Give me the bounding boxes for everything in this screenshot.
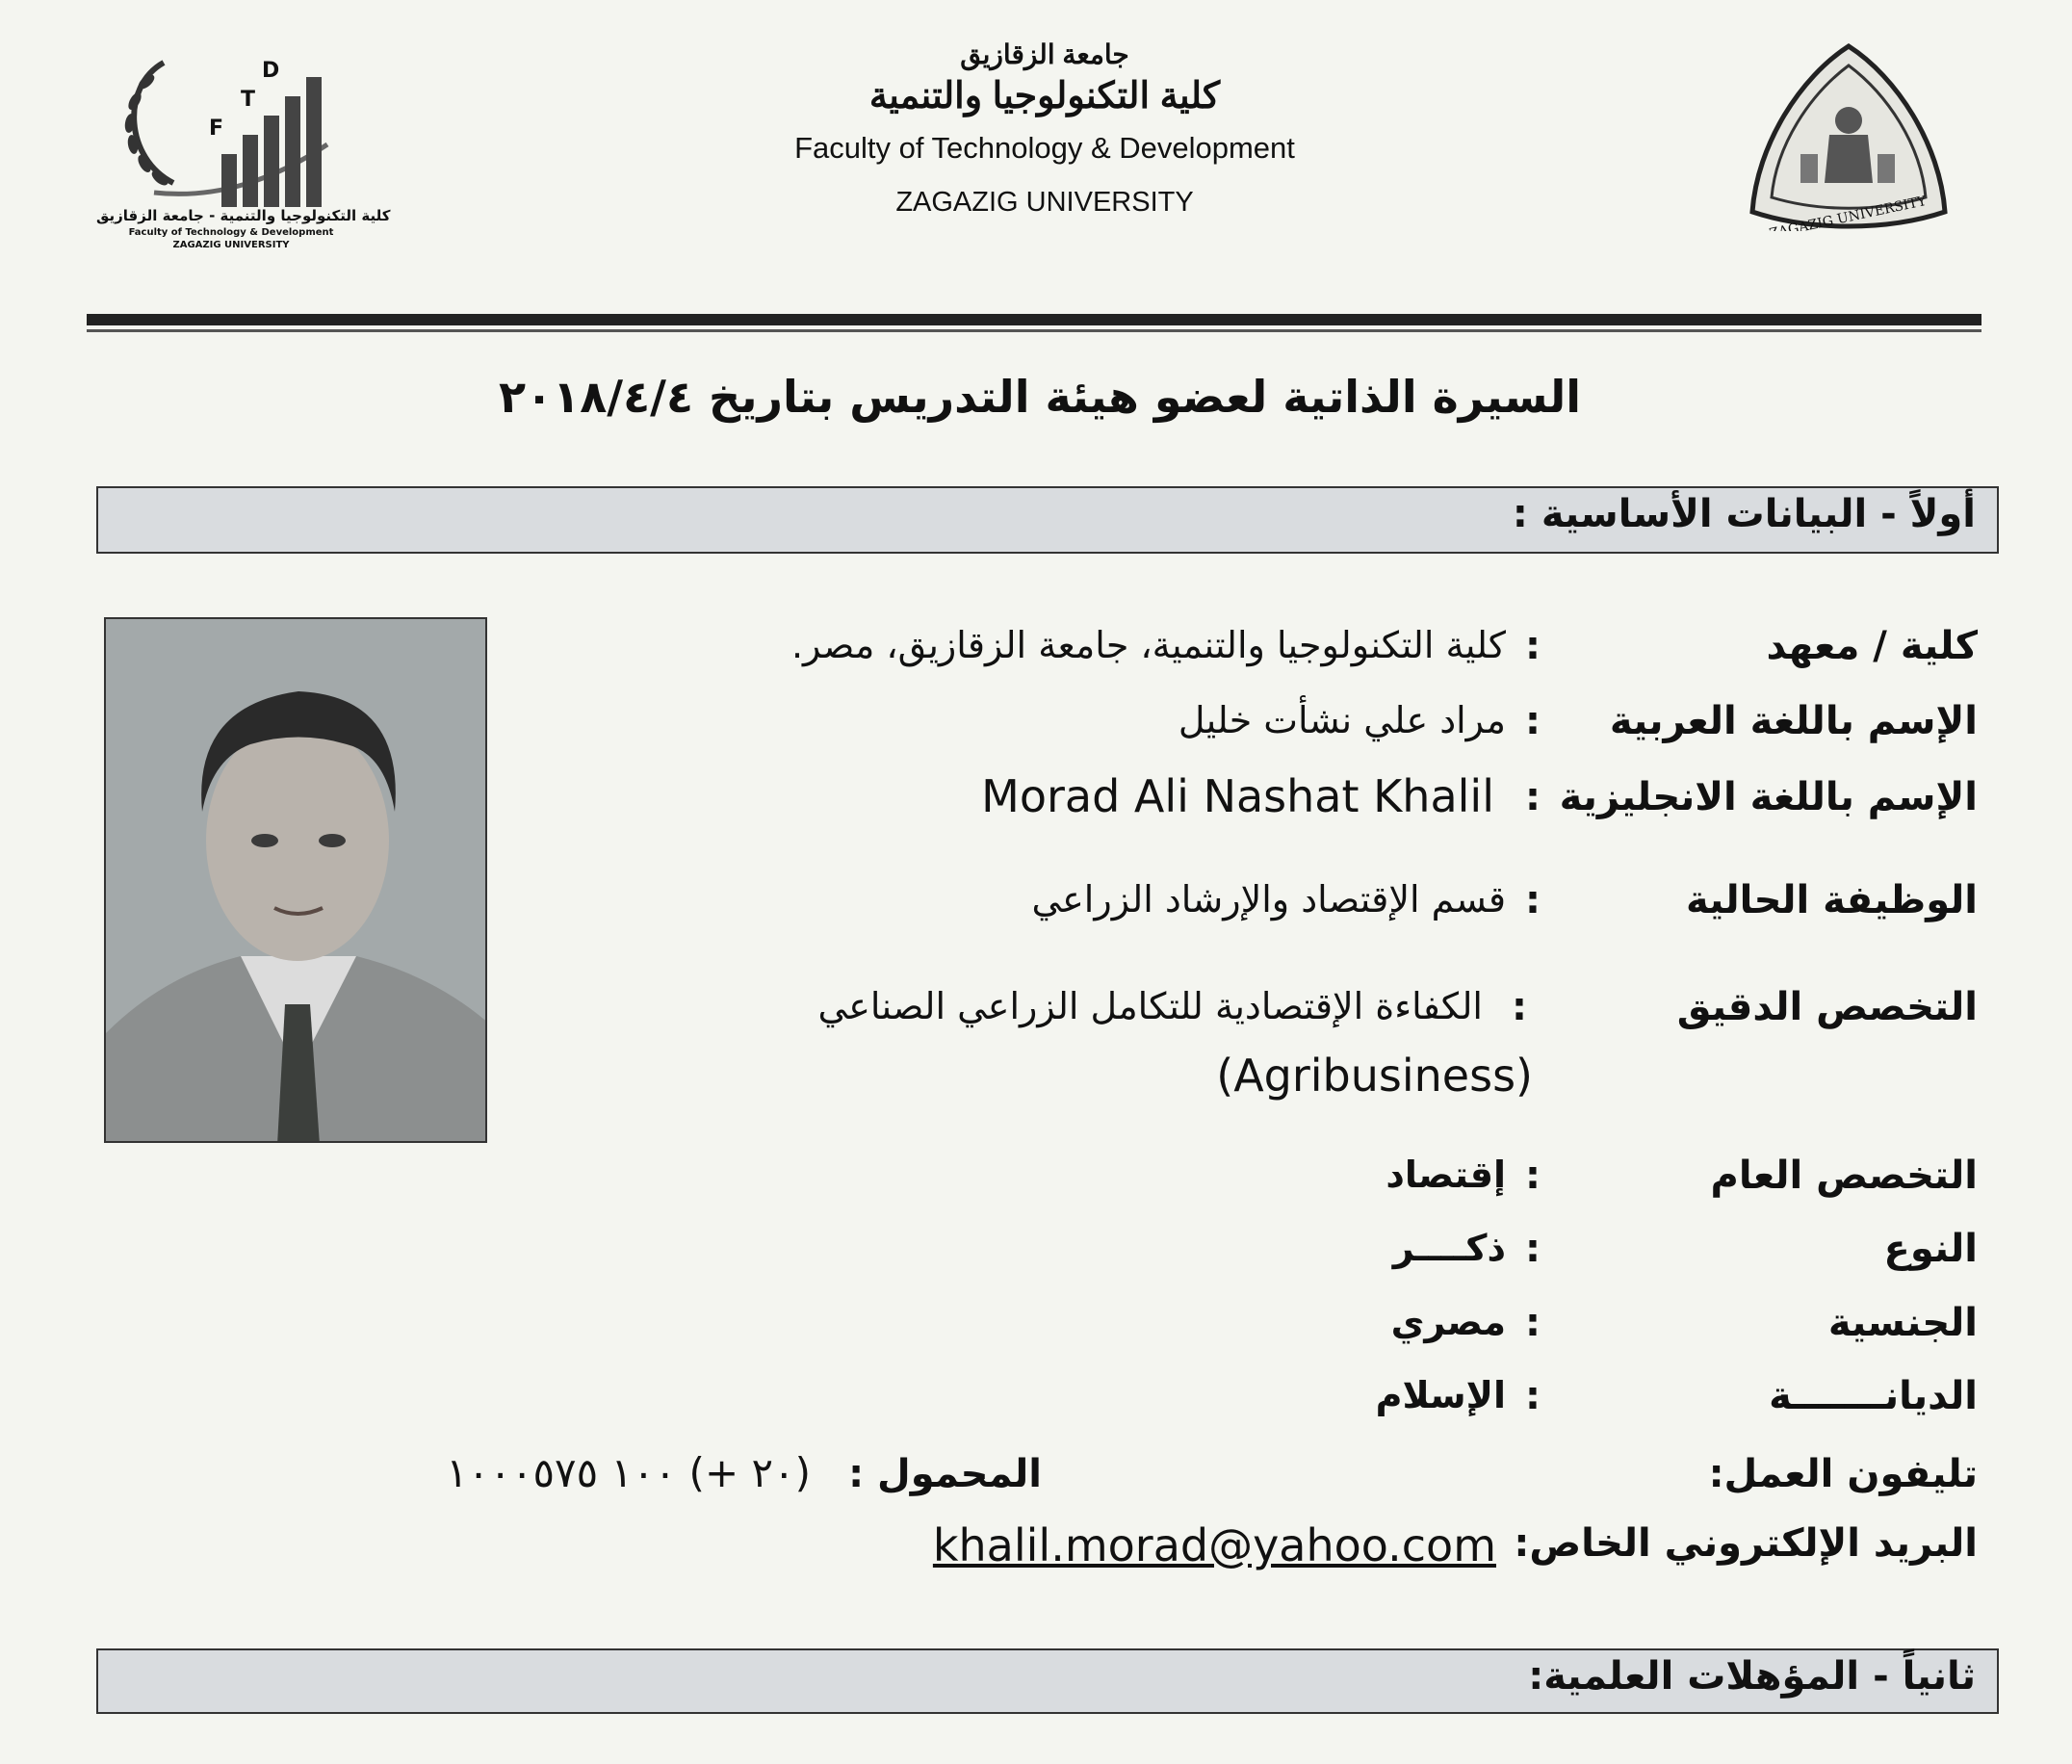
value-name-en: Morad Ali Nashat Khalil [981, 770, 1494, 822]
section-basic-data-bar [96, 486, 1999, 554]
ftd-letter-t: T [241, 88, 256, 112]
colon: : [1525, 699, 1541, 743]
document-title: السيرة الذاتية لعضو هيئة التدريس بتاريخ ٢٠١٨/٤/٤ [498, 371, 1582, 423]
value-current-job: قسم الإقتصاد والإرشاد الزراعي [1031, 878, 1506, 921]
label-faculty: كلية / معهد [1766, 624, 1978, 668]
section-basic-data-heading: أولاً - البيانات الأساسية : [1512, 492, 1976, 536]
ftd-caption-en: Faculty of Technology & Development [128, 227, 334, 238]
header-divider [87, 314, 1981, 325]
header-divider-thin [87, 329, 1981, 332]
colon: : [1512, 985, 1527, 1029]
header-center [732, 39, 1358, 219]
section-qualifications-bar [96, 1648, 1999, 1714]
colon: : [1525, 1374, 1541, 1418]
ftd-caption-ar: كلية التكنولوجيا والتنمية - جامعة الزقازيق [96, 207, 391, 224]
label-specialization: التخصص الدقيق [1676, 985, 1978, 1029]
value-mobile: (٢٠ +) ١٠٠ ١٠٠٠٥٧٥ [446, 1449, 811, 1496]
seal-graphic [1743, 39, 1955, 231]
colon: : [1525, 1301, 1541, 1345]
label-general-specialization: التخصص العام [1710, 1154, 1978, 1198]
label-name-ar: الإسم باللغة العربية [1609, 699, 1978, 743]
colon: : [1525, 624, 1541, 668]
zagazig-seal-logo [1743, 39, 1955, 231]
value-general-specialization: إقتصاد [1386, 1154, 1506, 1196]
value-nationality: مصري [1390, 1301, 1506, 1343]
faculty-name-en: Faculty of Technology & Development [794, 131, 1295, 165]
label-mobile: المحمول : [848, 1452, 1042, 1496]
label-name-en: الإسم باللغة الانجليزية [1559, 775, 1978, 819]
colon: : [1525, 1154, 1541, 1198]
label-religion: الديانـــــــة [1769, 1374, 1978, 1418]
value-specialization: الكفاءة الإقتصادية للتكامل الزراعي الصناعي [817, 985, 1483, 1027]
ftd-letter-d: D [262, 59, 280, 83]
ftd-caption-en2: ZAGAZIG UNIVERSITY [172, 240, 290, 250]
label-email: البريد الإلكتروني الخاص: [1514, 1521, 1978, 1566]
value-gender: ذكــــر [1392, 1227, 1506, 1269]
value-religion: الإسلام [1375, 1374, 1506, 1416]
label-current-job: الوظيفة الحالية [1686, 878, 1978, 922]
label-nationality: الجنسية [1827, 1301, 1978, 1345]
university-name-ar: جامعة الزقازيق [960, 39, 1129, 69]
portrait-image [106, 619, 487, 1143]
colon: : [1525, 878, 1541, 922]
label-gender: النوع [1883, 1227, 1978, 1271]
value-name-ar: مراد علي نشأت خليل [1178, 699, 1506, 741]
university-name-en: ZAGAZIG UNIVERSITY [895, 187, 1194, 218]
value-faculty: كلية التكنولوجيا والتنمية، جامعة الزقازيق، مصر. [790, 624, 1506, 666]
faculty-name-ar: كلية التكنولوجيا والتنمية [868, 76, 1221, 117]
profile-photo [104, 617, 487, 1143]
colon: : [1525, 1227, 1541, 1271]
seal-text: ZAGAZIG UNIVERSITY [1768, 193, 1929, 231]
email-link[interactable]: khalil.morad@yahoo.com [932, 1519, 1496, 1571]
ftd-letter-f: F [209, 117, 224, 141]
value-specialization-en: (Agribusiness) [1216, 1050, 1533, 1102]
section-qualifications-heading: ثانياً - المؤهلات العلمية: [1528, 1654, 1976, 1699]
colon: : [1525, 775, 1541, 819]
label-work-phone: تليفون العمل: [1708, 1452, 1978, 1496]
